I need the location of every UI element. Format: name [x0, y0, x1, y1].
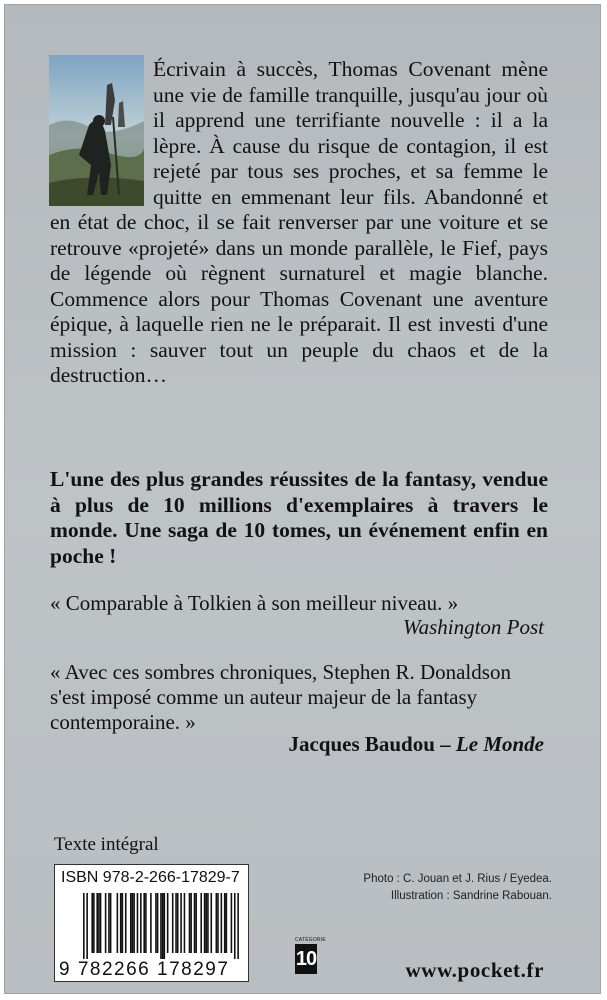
edition-note: Texte intégral [54, 834, 159, 855]
photo-credit: Photo : C. Jouan et J. Rius / Eyedea. [363, 873, 552, 885]
isbn-number: ISBN 978-2-266-17829-7 [61, 869, 240, 886]
press-quote-1: « Comparable à Tolkien à son meilleur niveau. » [50, 591, 459, 615]
barcode-bars-icon [83, 893, 239, 959]
press-quote-2: « Avec ces sombres chroniques, Stephen R. Donaldson s'est imposé comme un auteur majeur de la fantasy contemporaine. » [50, 660, 511, 734]
synopsis-text: Écrivain à succès, Thomas Covenant mène une vie de famille tranquille, jusqu'au jour où il apprend une terrifiante nouvelle : il a la lèpre. À cause du risque de contagion, il est rejeté par tous ses proches, et sa femme le quitte en emmenant leur fils. Abandonné et en état de choc, il se fait renverser par une voiture et se retrouve «projeté» dans un monde parallèle, le Fief, pays de légende où règnent surnaturel et magie blanche. Commence alors pour Thomas Covenant une aventure épique, à laquelle rien ne le préparait. Il est investi d'une mission : sauver tout un peuple du chaos et de la destruction… [50, 57, 548, 387]
back-cover [4, 4, 601, 994]
press-source-2 [288, 732, 544, 757]
sales-highlight: L'une des plus grandes réussites de la fantasy, vendue à plus de 10 millions d'exemplaires à travers le monde. Une saga de 10 tomes, un événement enfin en poche ! [50, 467, 548, 568]
illustration-credit: Illustration : Sandrine Rabouan. [390, 890, 552, 902]
barcode-box [54, 864, 249, 982]
category-label: CATÉGORIE [295, 937, 326, 943]
image-credits [363, 871, 552, 905]
press-source-1: Washington Post [403, 615, 544, 639]
ean-digits: 9 782266 178297 [59, 959, 230, 980]
synopsis-paragraph [50, 57, 548, 389]
press-publication-2: Le Monde [455, 732, 544, 756]
press-author-2: Jacques Baudou – [288, 732, 456, 756]
publisher-website: www.pocket.fr [405, 958, 544, 982]
category-badge [295, 937, 326, 977]
category-number: 10 [295, 944, 317, 974]
